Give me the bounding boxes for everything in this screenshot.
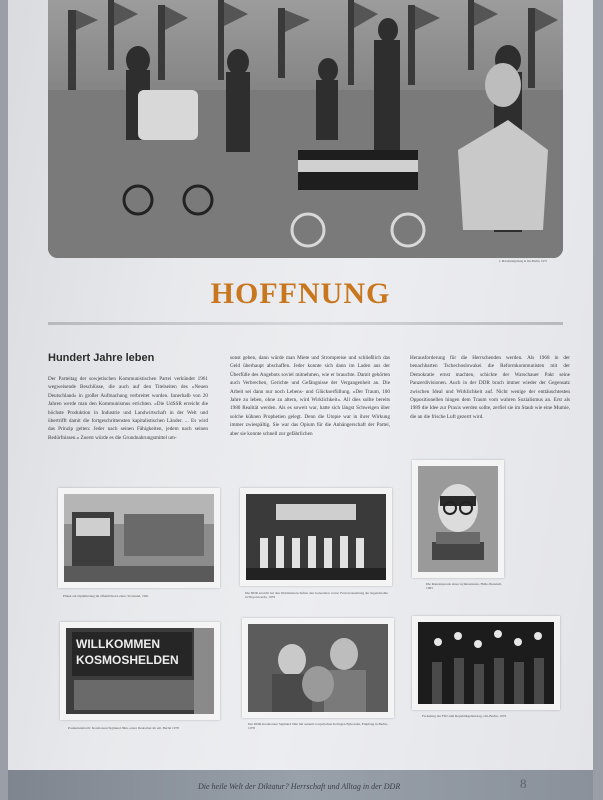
- poster-footer: [8, 770, 593, 800]
- photo-cosmonauts: [242, 618, 394, 718]
- page-headline: HOFFNUNG: [210, 277, 391, 310]
- photo-boy: [412, 460, 504, 578]
- photo-kosmoshelden: [60, 622, 220, 720]
- hero-photo: [48, 0, 563, 258]
- section-subhead: Hundert Jahre leben: [48, 352, 155, 364]
- photo-caption: Fackelzug der FDJ zum Republikgeburtstag, Ost-Berlin, 1979: [422, 714, 507, 718]
- photo-kiosk: [58, 488, 220, 588]
- parade-scene: [48, 0, 563, 258]
- hero-caption: 1. Mai-Kundgebung in Ost-Berlin, 1975: [498, 259, 547, 263]
- panel-number: 8: [520, 776, 527, 791]
- text-column-2: sonst geben, dann würde man Miete und Strompreise und schließlich das Geld überhaupt abschaffen. Jeder konnte sich dann im Laden aus der Überfülle des Angebots soviel mitnehmen, wie er brauchte. Damit gehörten auch Verbrechen, Gerichte und Gefängnisse der Vergangenheit an. Die Arbeit sei dann nur noch Lebens- und Glückserfüllung. »Der Traum, 100 Jahre zu leben, ohne zu altern, wird Wirklichkeit«. All dies sollte bereits 1980 Realität werden. Als es soweit war, hatte sich längst Schweigen über solche kühnen Prophetien gelegt. Denn die Utopie war in ihrer Wirkung immer zwiespältig. Sie war das Opium für die Anhängerschaft der Partei, aber sie konnte schnell zur gefährlichen: [230, 355, 390, 437]
- photo-caption: Die Ranzenparade eines Gymnasiasten, Halle-Neustadt, 1983: [426, 582, 502, 591]
- headline-rule: [48, 322, 563, 325]
- photo-caption: Plakat zur Optimierung im öffentlichen Leben, Stralsund, 1961: [63, 594, 149, 598]
- photo-caption: Die DDR erreicht bei den Weltmeisterschaften den Generation vorne: Festveranstaltung der Jugendweihe in Hoyerswerda, 1979: [245, 591, 388, 600]
- photo-torchlight: [412, 616, 560, 710]
- exhibition-title: Die heile Welt der Diktatur? Herrschaft und Alltag in der DDR: [198, 782, 401, 791]
- exhibition-poster: [8, 0, 593, 800]
- text-column-1: Der Parteitag der sowjetischen Kommunistischen Partei verkündet 1961 wegweisende Beschlüsse, die auch auf den Titelseiten des »Neuen Deutschland« in großer Aufmachung verbreitet wurden. Innerhalb von 20 Jahren werde man den Kommunismus errichten. »Die UdSSR erreicht die höchste Produktion in Industrie und Landwirtschaft in der Welt und übertrifft damit die fortgeschrittensten kapitalistischen Länder. ... Es wird das Prinzip gelten: Jeder nach seinen Fähigkeiten, jedem nach seinen Bedürfnissen.« Zuerst würde es die Grundnahrungsmittel um-: [48, 376, 208, 441]
- text-column-3: Herausforderung für die Herrschenden werden. Als 1968 in der benachbarten Tschechoslowakei die Reformkommunisten mit der Demokratie ernst machten, schickte der Warschauer Pakt seine Panzerdivisionen. Auch in der DDR brach immer wieder der Gegensatz zwischen Ideal und Wirklichkeit auf. Nicht wenige der enttäuschtesten Oppositionellen hingen dem Traum vom wahren Sozialismus an. Erst als 1989 die Idee zur Praxis werden sollte, zerfiel sie im Staub wie eine Mumie, die an die frische Luft gezerrt wird.: [410, 355, 570, 420]
- sign-kosmoshelden: KOSMOSHELDEN: [76, 653, 179, 667]
- photo-stage: [240, 488, 392, 586]
- photo-caption: Postkartenmotiv: Kosmonaut Sigmund Jähn, erster Deutscher im All, Berlin 1978: [68, 726, 179, 730]
- sign-willkommen: WILLKOMMEN: [76, 637, 160, 651]
- photo-caption: Der DDR-Kosmonaut Sigmund Jähn mit seinem sowjetischen Kollegen Bykowski, Empfang in Berlin, 1978: [248, 722, 388, 731]
